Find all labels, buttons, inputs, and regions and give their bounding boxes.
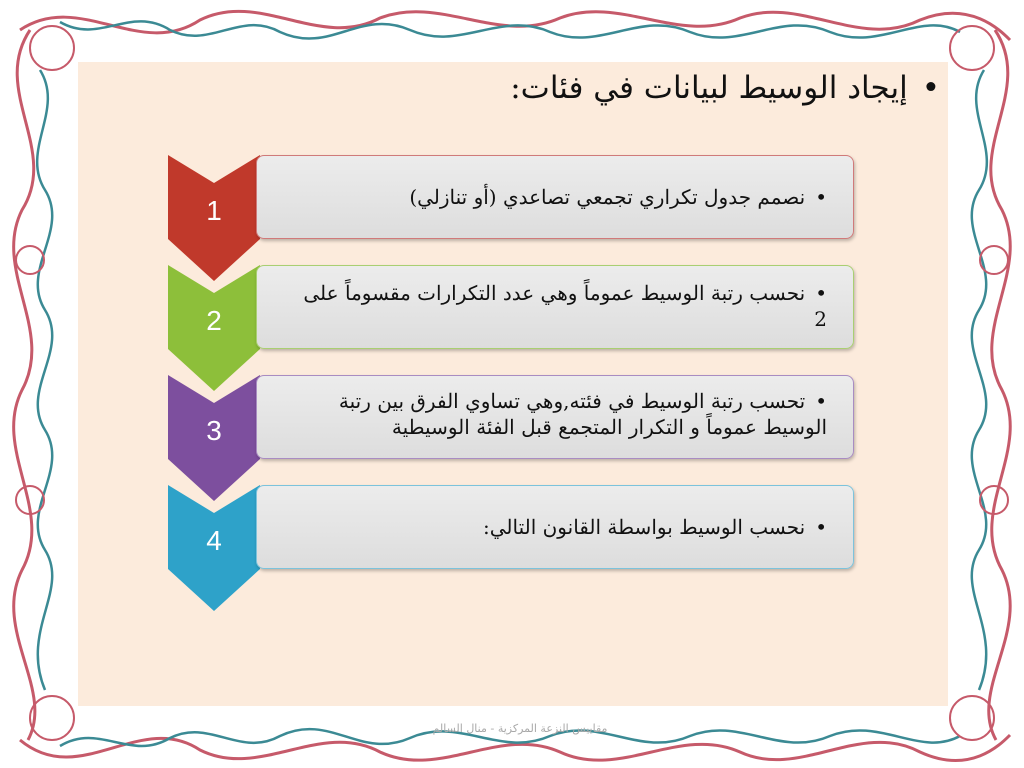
step-1-number: 1 — [206, 195, 222, 226]
step-2-number: 2 — [206, 305, 222, 336]
step-4 — [168, 485, 858, 615]
slide-footer: مقاييس النزعة المركزية - منال السالم — [432, 722, 608, 735]
step-4-text: نحسب الوسيط بواسطة القانون التالي: — [482, 515, 806, 539]
step-3-number: 3 — [206, 415, 222, 446]
title-bullet: • — [921, 70, 940, 106]
step-3-bullet: • — [815, 389, 827, 413]
step-2-text: نحسب رتبة الوسيط عموماً وهي عدد التكرارات مقسوماً على 2 — [303, 281, 827, 331]
step-4-box — [256, 485, 854, 569]
step-2-box — [256, 265, 854, 349]
step-2-bullet: • — [815, 281, 827, 305]
step-1-bullet: • — [815, 185, 827, 209]
step-4-number: 4 — [206, 525, 222, 556]
step-1-box — [256, 155, 854, 239]
slide-title — [120, 70, 940, 126]
step-3-box — [256, 375, 854, 459]
step-3-text: تحسب رتبة الوسيط في فئته,وهي تساوي الفرق بين رتبة الوسيط عموماً و التكرار المتجمع قبل الفئة الوسيطية — [338, 389, 827, 439]
title-text: إيجاد الوسيط لبيانات في فئات: — [510, 70, 908, 106]
step-4-bullet: • — [815, 515, 827, 539]
step-1-text: نصمم جدول تكراري تجمعي تصاعدي (أو تنازلي) — [409, 185, 806, 209]
